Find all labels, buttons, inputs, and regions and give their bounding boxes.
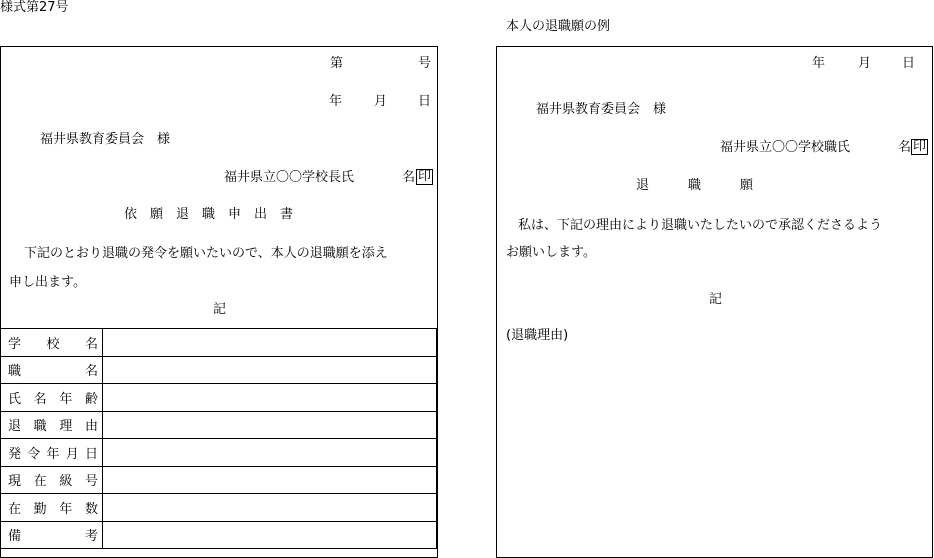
row-label	[1, 466, 103, 494]
grade-step-value[interactable]	[103, 466, 437, 494]
form-number: 様式第27号	[0, 0, 69, 15]
table-row	[1, 329, 437, 357]
right-form-title: 退 職 願	[636, 178, 754, 193]
left-date-day: 日	[418, 94, 432, 109]
row-label	[1, 521, 103, 549]
table-row	[1, 356, 437, 384]
row-label	[1, 329, 103, 357]
table-row	[1, 521, 437, 549]
right-sender: 福井県立〇〇学校職氏	[720, 140, 851, 155]
table-row	[1, 466, 437, 494]
row-label	[1, 439, 103, 467]
years-service-label: 在 勤 年 数	[8, 501, 98, 517]
right-date-year: 年	[812, 56, 826, 71]
right-name-label: 名	[898, 140, 912, 155]
table-row	[1, 411, 437, 439]
right-reason-label: (退職理由)	[506, 328, 569, 343]
years-service-value[interactable]	[103, 494, 437, 522]
right-date-month: 月	[858, 56, 872, 71]
appoint-date-value[interactable]	[103, 439, 437, 467]
seal-label: 印	[418, 169, 432, 184]
name-age-value[interactable]	[103, 384, 437, 412]
left-date-month: 月	[374, 94, 388, 109]
left-form-title: 依 願 退 職 申 出 書	[124, 207, 294, 222]
right-body-line2: お願いします。	[506, 245, 596, 260]
job-title-label: 職 名	[8, 364, 98, 380]
left-number-suffix: 号	[418, 56, 432, 71]
job-title-value[interactable]	[103, 356, 437, 384]
right-date-day: 日	[902, 56, 916, 71]
left-ki: 記	[213, 302, 227, 317]
left-number-label: 第	[330, 56, 344, 71]
right-body-line1: 私は、下記の理由により退職いたしたいので承認くださるよう	[518, 218, 883, 233]
row-label	[1, 356, 103, 384]
fields-table	[0, 328, 437, 549]
left-name-label: 名	[402, 170, 416, 185]
example-title: 本人の退職願の例	[506, 19, 611, 34]
seal-label: 印	[913, 139, 927, 154]
school-name-value[interactable]	[103, 329, 437, 357]
retire-reason-value[interactable]	[103, 411, 437, 439]
left-seal-mark	[416, 169, 433, 185]
left-body-line1: 下記のとおり退職の発令を願いたいので、本人の退職願を添え	[24, 246, 388, 261]
remarks-value[interactable]	[103, 521, 437, 549]
table-row	[1, 384, 437, 412]
right-seal-mark	[911, 139, 928, 155]
row-label	[1, 494, 103, 522]
right-ki: 記	[709, 292, 723, 307]
table-row	[1, 439, 437, 467]
table-row	[1, 494, 437, 522]
appoint-date-label: 発 令 年 月 日	[8, 446, 98, 462]
grade-step-label: 現 在 級 号	[8, 474, 98, 490]
row-label	[1, 411, 103, 439]
school-name-label: 学 校 名	[8, 336, 98, 352]
left-body-line2: 申し出ます。	[9, 275, 86, 290]
right-addressee: 福井県教育委員会 様	[536, 102, 667, 117]
left-sender: 福井県立〇〇学校長氏	[224, 170, 355, 185]
remarks-label: 備 考	[8, 529, 98, 545]
name-age-label: 氏 名 年 齢	[8, 391, 98, 407]
row-label	[1, 384, 103, 412]
left-addressee: 福井県教育委員会 様	[40, 132, 171, 147]
left-date-year: 年	[329, 94, 343, 109]
retire-reason-label: 退 職 理 由	[8, 419, 98, 435]
